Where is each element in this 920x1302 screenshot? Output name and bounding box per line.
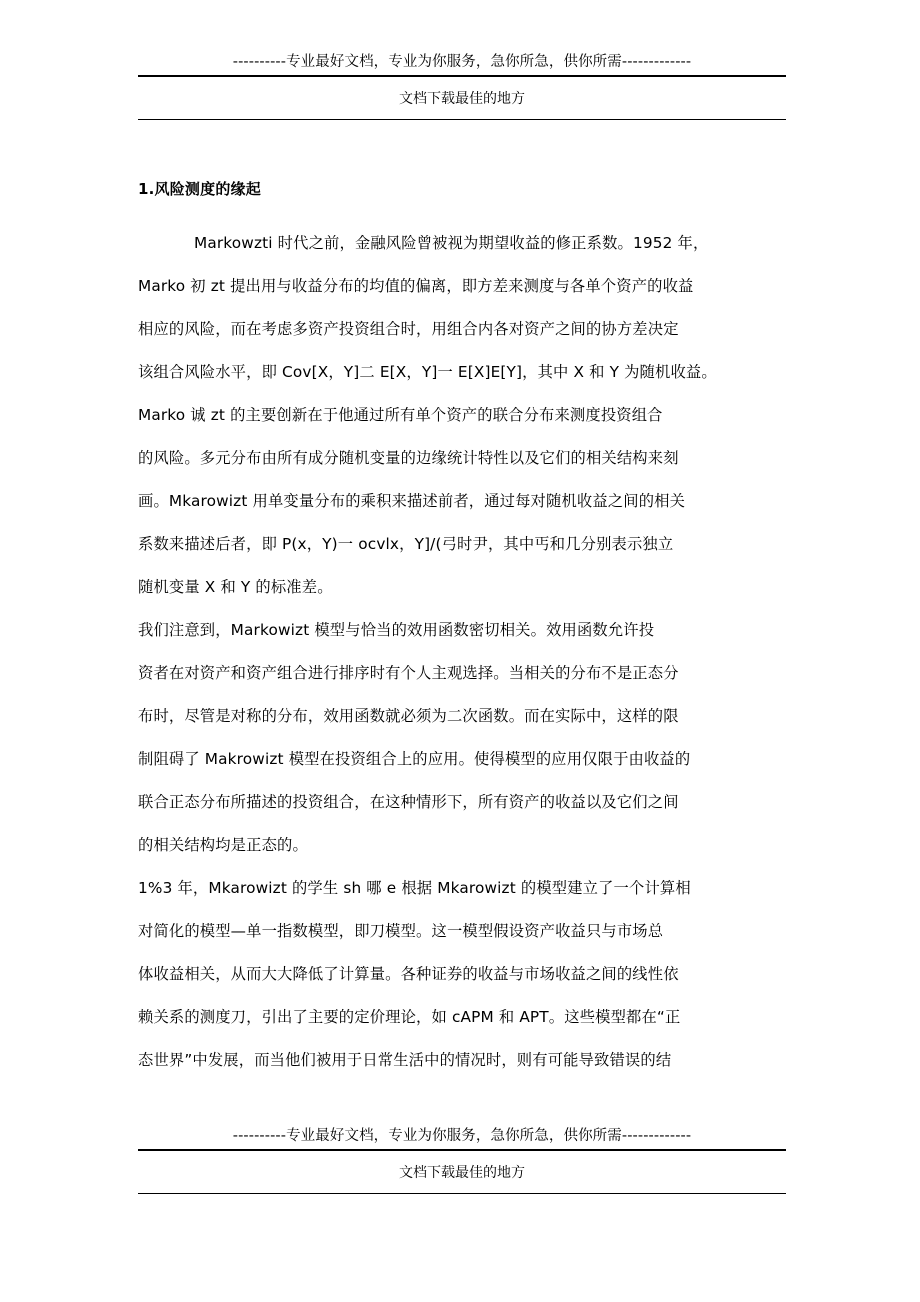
- document-body: [138, 178, 758, 1082]
- text-line: 该组合风险水平，即 Cov[X，Y]二 E[X，Y]一 E[X]E[Y]，其中 X 和 Y 为随机收益。: [138, 363, 717, 381]
- header-tagline: ----------专业最好文档，专业为你服务，急你所急，供你所需-------------: [232, 54, 692, 70]
- paragraph: [138, 609, 758, 867]
- text-line: 布时，尽管是对称的分布，效用函数就必须为二次函数。而在实际中，这样的限: [138, 707, 679, 725]
- text-line: 画。Mkarowizt 用单变量分布的乘积来描述前者，通过每对随机收益之间的相关: [138, 492, 686, 510]
- footer-subtitle: 文档下载最佳的地方: [399, 1165, 525, 1181]
- page-header: [138, 52, 786, 120]
- text-line: 制阻碍了 Makrowizt 模型在投资组合上的应用。使得模型的应用仅限于由收益的: [138, 750, 691, 768]
- text-line: 对简化的模型—单一指数模型，即刀模型。这一模型假设资产收益只与市场总: [138, 922, 664, 940]
- text-line: 的相关结构均是正态的。: [138, 836, 308, 854]
- text-line: 我们注意到，Markowizt 模型与恰当的效用函数密切相关。效用函数允许投: [138, 621, 655, 639]
- text-line: 随机变量 X 和 Y 的标准差。: [138, 578, 333, 596]
- page-title: 1.风险测度的缘起: [138, 180, 261, 198]
- text-line: 资者在对资产和资产组合进行排序时有个人主观选择。当相关的分布不是正态分: [138, 664, 679, 682]
- text-line: 联合正态分布所描述的投资组合，在这种情形下，所有资产的收益以及它们之间: [138, 793, 679, 811]
- footer-tagline: ----------专业最好文档，专业为你服务，急你所急，供你所需-------------: [232, 1128, 692, 1144]
- paragraph: [138, 222, 758, 609]
- text-line: Marko 初 zt 提出用与收益分布的均值的偏离，即方差来测度与各单个资产的收益: [138, 277, 694, 295]
- footer-rule-bottom: [138, 1193, 786, 1194]
- paragraph: [138, 867, 758, 1082]
- text-line: 赖关系的测度刀，引出了主要的定价理论，如 cAPM 和 APT。这些模型都在“正: [138, 1008, 681, 1026]
- text-line: 态世界”中发展，而当他们被用于日常生活中的情况时，则有可能导致错误的结: [138, 1051, 672, 1069]
- text-line: Markowzti 时代之前，金融风险曾被视为期望收益的修正系数。1952 年，: [194, 234, 709, 252]
- text-line: 系数来描述后者，即 P(x，Y)一 ocvlx，Y]/(弓时尹，其中丐和几分别表示独立: [138, 535, 674, 553]
- text-line: 1%3 年，Mkarowizt 的学生 sh 哪 e 根据 Mkarowizt 的模型建立了一个计算相: [138, 879, 691, 897]
- header-rule-bottom: [138, 119, 786, 120]
- text-line: 体收益相关，从而大大降低了计算量。各种证券的收益与市场收益之间的线性依: [138, 965, 679, 983]
- page-footer: [138, 1126, 786, 1194]
- text-line: 相应的风险，而在考虑多资产投资组合时，用组合内各对资产之间的协方差决定: [138, 320, 679, 338]
- header-subtitle: 文档下载最佳的地方: [399, 91, 525, 107]
- text-line: Marko 诚 zt 的主要创新在于他通过所有单个资产的联合分布来测度投资组合: [138, 406, 663, 424]
- text-line: 的风险。多元分布由所有成分随机变量的边缘统计特性以及它们的相关结构来刻: [138, 449, 679, 467]
